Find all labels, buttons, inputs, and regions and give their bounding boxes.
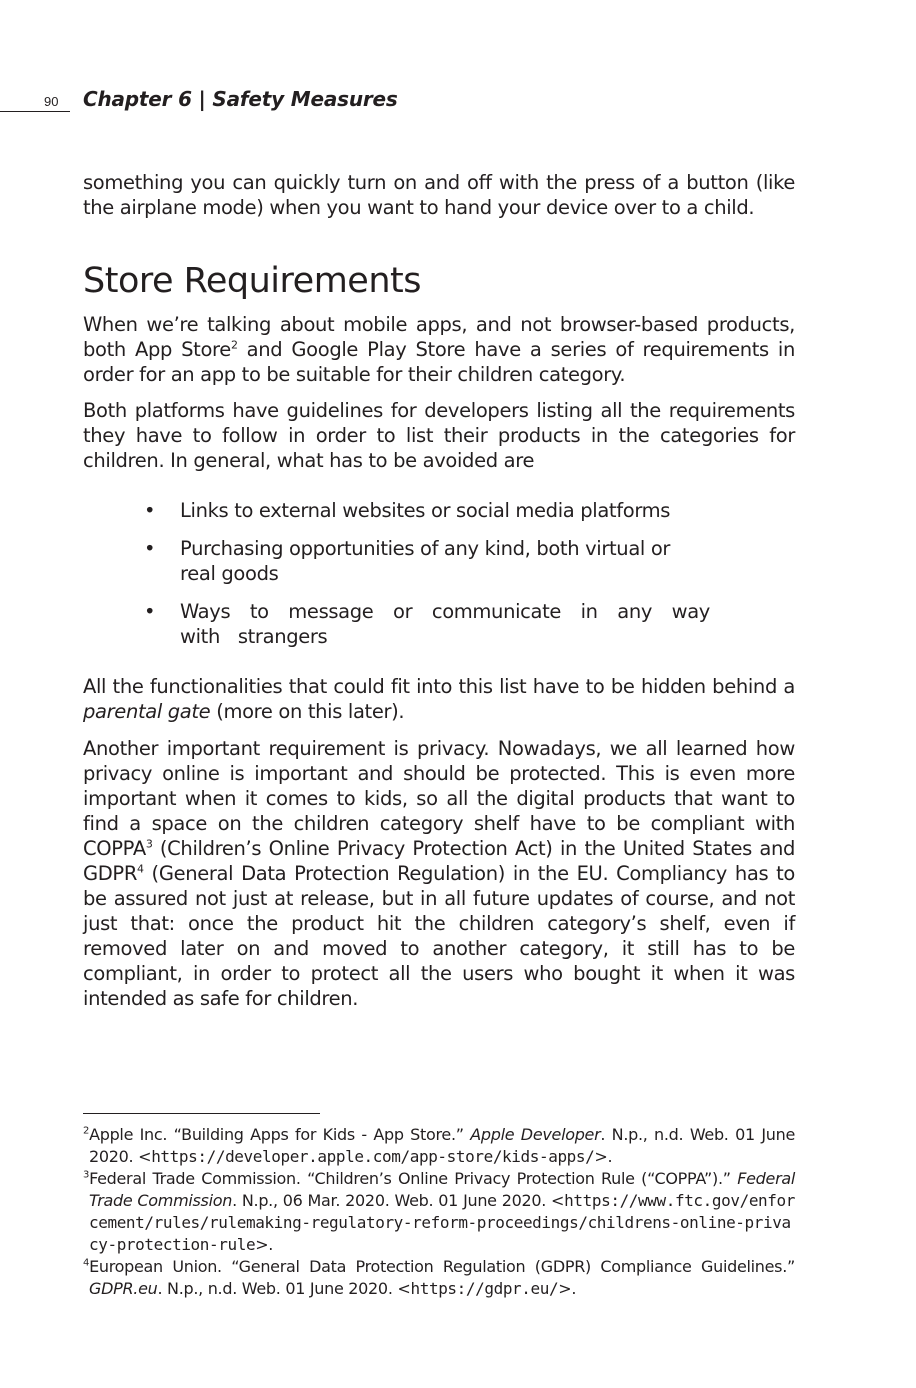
footnote-source: Federal Trade Commission <box>89 1169 795 1210</box>
paragraph-4-block <box>83 736 795 1011</box>
page-number: 90 <box>44 94 59 109</box>
intro-paragraph-block <box>83 170 795 220</box>
running-head: Chapter 6 | Safety Measures <box>83 87 398 111</box>
list-item <box>140 599 710 649</box>
footnote-4 <box>83 1256 795 1300</box>
footnote-source: Apple Developer <box>470 1125 601 1144</box>
page-number-box <box>0 93 70 112</box>
list-item-text: Links to external websites or social media platforms <box>180 499 671 522</box>
footnote-url-link[interactable]: https://gdpr.eu/ <box>410 1279 559 1298</box>
list-item <box>140 536 710 586</box>
paragraph-4-text-c: (General Data Protection Regulation) in the EU. Compliancy has to be assured not just at release, but in all future updates of course, and not just that: once the product hit the children category’s shelf, even if removed later on and moved to another category, it still has to be compliant, in order to protect all the users who bought it when it was intended as safe for children. <box>83 862 795 1010</box>
footnote-url-link[interactable]: https://developer.apple.com/app-store/kids-apps/ <box>151 1147 595 1166</box>
paragraph-3-text-a: All the functionalities that could fit into this list have to be hidden behind a <box>83 675 795 698</box>
footnote-2 <box>83 1124 795 1168</box>
list-item-text: Purchasing opportunities of any kind, both virtual or real goods <box>180 537 671 585</box>
footnote-text: European Union. “General Data Protection Regulation (GDPR) Compliance Guidelines.” <box>89 1257 795 1276</box>
footnote-text: . N.p., n.d. Web. 01 June 2020. < <box>89 1125 795 1166</box>
footnote-text: . N.p., 06 Mar. 2020. Web. 01 June 2020. < <box>232 1191 565 1210</box>
bullet-dot: • <box>144 600 156 623</box>
footnote-text: >. <box>558 1279 577 1298</box>
footnote-divider <box>83 1113 320 1114</box>
bullet-dot: • <box>144 537 156 560</box>
list-item-text: Ways to message or communicate in any way with strangers <box>180 600 710 648</box>
paragraph-1-text-b: and Google Play Store have a series of requirements in order for an app to be suitable for their children category. <box>83 338 795 386</box>
paragraph-4 <box>83 736 795 1011</box>
paragraph-3-text-b: (more on this later). <box>210 700 405 723</box>
section-heading-block <box>83 261 795 301</box>
paragraph-2-block <box>83 398 795 473</box>
footnote-text: >. <box>594 1147 613 1166</box>
footnote-text: Federal Trade Commission. “Children’s Online Privacy Protection Rule (“COPPA”).” <box>89 1169 738 1188</box>
footnote-text: Apple Inc. “Building Apps for Kids - App Store.” <box>89 1125 471 1144</box>
footnote-number: 4 <box>83 1257 90 1269</box>
intro-paragraph: something you can quickly turn on and off with the press of a button (like the airplane mode) when you want to hand your device over to a child. <box>83 171 795 219</box>
paragraph-4-text-b: (Children’s Online Privacy Protection Act) in the United States and GDPR <box>83 837 795 885</box>
footnote-text: >. <box>255 1235 274 1254</box>
footnote-source: GDPR.eu <box>89 1279 158 1298</box>
paragraph-3-block <box>83 674 795 724</box>
footnotes <box>83 1124 795 1300</box>
section-heading: Store Requirements <box>83 261 421 301</box>
paragraph-2: Both platforms have guidelines for developers listing all the requirements they have to follow in order to list their products in the categories for children. In general, what has to be avoided are <box>83 399 795 472</box>
parental-gate-term: parental gate <box>83 700 211 723</box>
footnote-url-link[interactable]: https://www.ftc.gov/enforcement/rules/rulemaking-regulatory-reform-proceedings/childrens-online-privacy-protection-rule <box>89 1191 795 1254</box>
paragraph-1 <box>83 312 795 387</box>
paragraph-1-block <box>83 312 795 387</box>
footnote-ref-3[interactable]: 3 <box>145 837 153 851</box>
requirements-list <box>140 498 710 662</box>
list-item <box>140 498 710 523</box>
footnote-number: 2 <box>83 1125 90 1137</box>
footnote-number: 3 <box>83 1169 90 1181</box>
footnote-ref-2[interactable]: 2 <box>230 338 238 352</box>
paragraph-4-text-a: Another important requirement is privacy. Nowadays, we all learned how privacy online is important and should be protected. This is even more important when it comes to kids, so all the digital products that want to find a space on the children category shelf have to be compliant with COPPA <box>83 737 795 860</box>
bullet-dot: • <box>144 499 156 522</box>
paragraph-3 <box>83 674 795 724</box>
footnote-ref-4[interactable]: 4 <box>137 862 144 876</box>
footnote-text: . N.p., n.d. Web. 01 June 2020. < <box>157 1279 411 1298</box>
paragraph-1-text-a: When we’re talking about mobile apps, and not browser-based products, both App Store <box>83 313 795 361</box>
footnote-3 <box>83 1168 795 1256</box>
